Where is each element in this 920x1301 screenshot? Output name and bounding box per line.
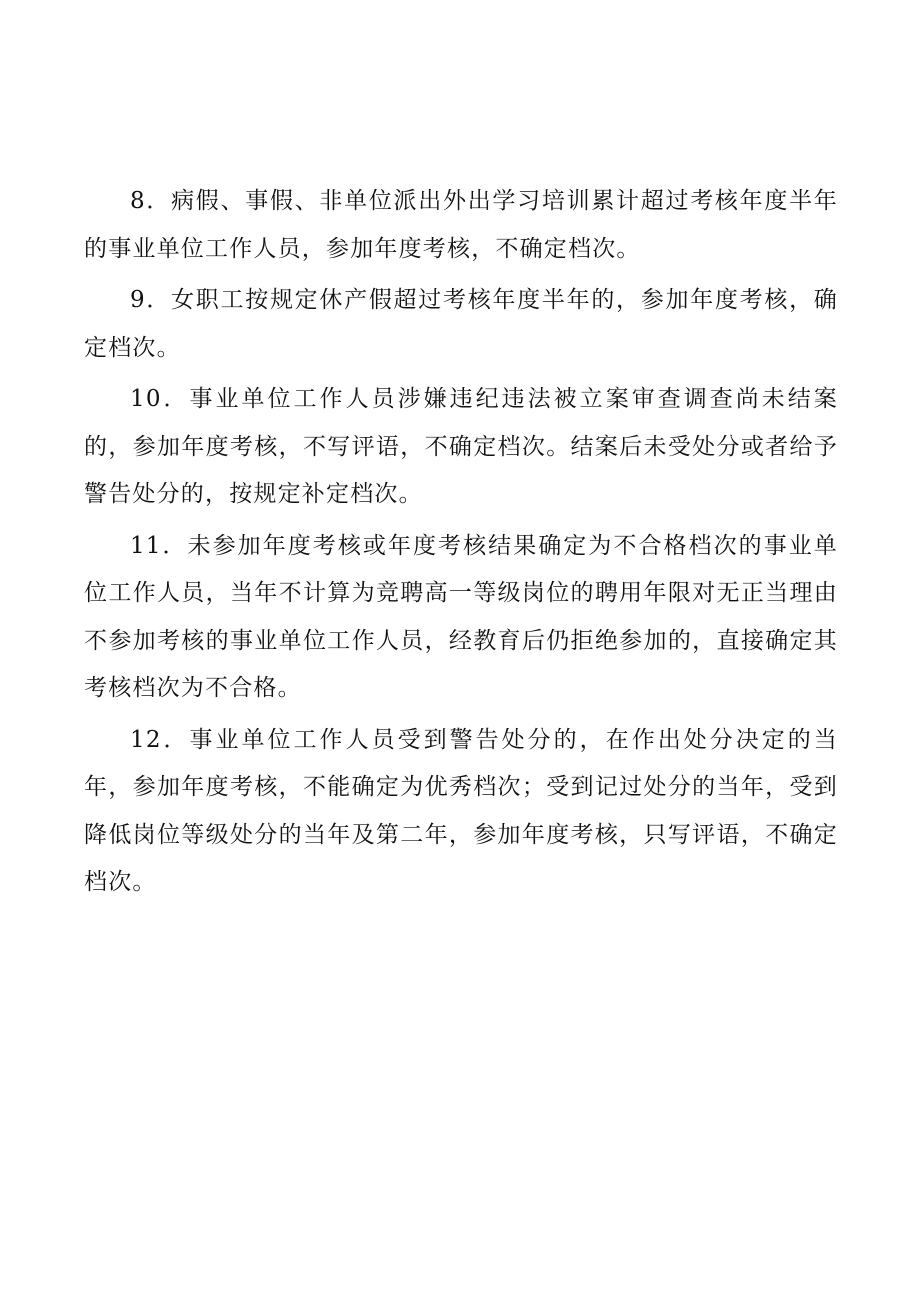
- paragraph-item-9: 9．女职工按规定休产假超过考核年度半年的，参加年度考核，确定档次。: [84, 287, 838, 361]
- document-body: [84, 178, 838, 911]
- paragraph-item-8: 8．病假、事假、非单位派出外出学习培训累计超过考核年度半年的事业单位工作人员，参加年度考核，不确定档次。: [84, 188, 838, 262]
- paragraph-item-12: 12．事业单位工作人员受到警告处分的，在作出处分决定的当年，参加年度考核，不能确定为优秀档次；受到记过处分的当年，受到降低岗位等级处分的当年及第二年，参加年度考核，只写评语，不确定档次。: [84, 726, 838, 895]
- paragraph-item-11: 11．未参加年度考核或年度考核结果确定为不合格档次的事业单位工作人员，当年不计算为竞聘高一等级岗位的聘用年限对无正当理由不参加考核的事业单位工作人员，经教育后仍拒绝参加的，直接确定其考核档次为不合格。: [84, 532, 838, 701]
- paragraph-item-10: 10．事业单位工作人员涉嫌违纪违法被立案审查调查尚未结案的，参加年度考核，不写评语，不确定档次。结案后未受处分或者给予警告处分的，按规定补定档次。: [84, 386, 838, 507]
